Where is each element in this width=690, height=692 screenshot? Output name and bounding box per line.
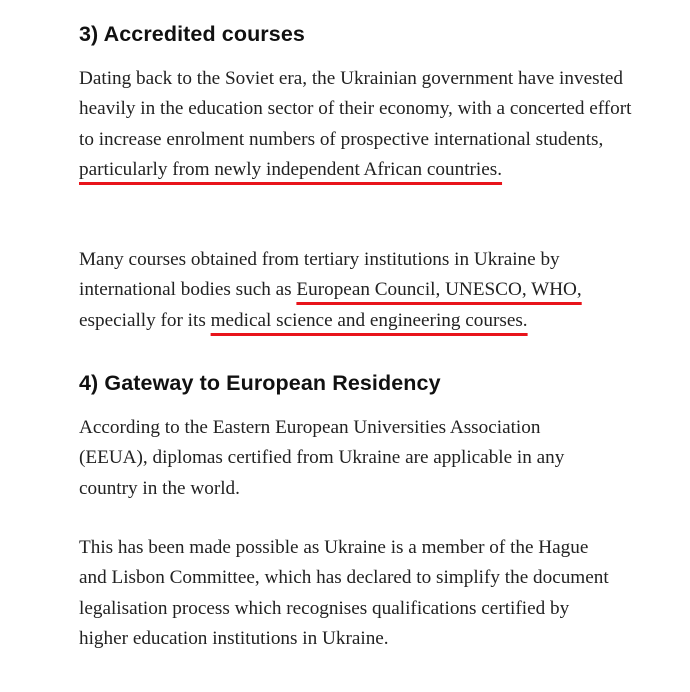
highlighted-text: European Council, UNESCO, WHO,	[296, 279, 582, 301]
paragraph-soviet-era	[79, 64, 639, 186]
section-heading-european-residency: 4) Gateway to European Residency	[79, 371, 441, 395]
highlighted-text: particularly from newly independent African countries.	[79, 159, 503, 181]
paragraph-text: Dating back to the Soviet era, the Ukrainian government have invested heavily in the education sector of their economy, with a concerted effort to increase enrolment numbers of prospective international students,	[79, 68, 632, 150]
paragraph-hague-lisbon: This has been made possible as Ukraine is a member of the Hague and Lisbon Committee, which has declared to simplify the document legalisation process which recognises qualifications certified by higher education institutions in Ukraine.	[79, 537, 609, 650]
highlighted-text: medical science and engineering courses.	[210, 309, 528, 331]
paragraph-eeua: According to the Eastern European Universities Association (EEUA), diplomas certified from Ukraine are applicable in any country in the world.	[79, 417, 565, 499]
section-heading-accredited-courses: 3) Accredited courses	[79, 22, 305, 46]
paragraph-text: especially for its	[79, 309, 211, 331]
paragraph-text: Many courses obtained from tertiary institutions in Ukraine by international bodies such as	[79, 249, 560, 301]
paragraph-courses-recognition	[79, 245, 639, 336]
